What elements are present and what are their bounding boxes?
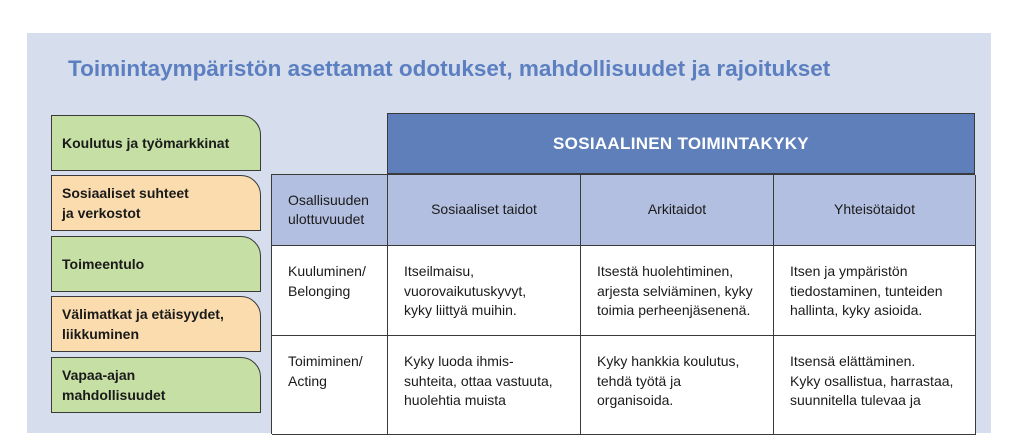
table-row-acting-dimension: Toimiminen/ Acting bbox=[272, 336, 388, 435]
column-header-label: Sosiaaliset taidot bbox=[431, 201, 537, 218]
category-label: Välimatkat ja etäisyydet, liikkuminen bbox=[62, 306, 224, 342]
column-header-community-skills bbox=[774, 175, 976, 246]
table-cell: Itsen ja ympäristön tiedostaminen, tunteiden hallinta, kyky asioida. bbox=[774, 246, 976, 336]
page-title: Toimintaympäristön asettamat odotukset, mahdollisuudet ja rajoitukset bbox=[68, 56, 831, 81]
table-row-belonging-dimension: Kuuluminen/ Belonging bbox=[272, 246, 388, 336]
column-header-everyday-skills bbox=[581, 175, 774, 246]
category-label: Koulutus ja työmarkkinat bbox=[62, 135, 230, 151]
category-box-koulutus bbox=[51, 115, 261, 171]
category-label: Vapaa-ajan mahdollisuudet bbox=[62, 367, 166, 403]
table-cell: Itsestä huolehtiminen, arjesta selviäminen, kyky toimia perheenjäsenenä. bbox=[581, 246, 774, 336]
column-header-social-skills bbox=[388, 175, 581, 246]
table-grid bbox=[271, 174, 975, 434]
category-box-valimatkat bbox=[51, 296, 261, 352]
column-header-label: Arkitaidot bbox=[647, 201, 707, 218]
table-cell: Itsensä elättäminen. Kyky osallistua, harrastaa, suunnitella tulevaa ja bbox=[774, 336, 976, 435]
category-box-vapaa-aika bbox=[51, 357, 261, 413]
column-header-label: Osallisuuden ulottuvuudet bbox=[288, 191, 369, 227]
category-label: Sosiaaliset suhteet ja verkostot bbox=[62, 185, 189, 221]
category-box-sosiaaliset-suhteet bbox=[51, 175, 261, 231]
column-header-dimension bbox=[272, 175, 388, 246]
category-box-toimeentulo bbox=[51, 236, 261, 292]
category-label: Toimeentulo bbox=[62, 256, 145, 272]
table-cell: Kyky luoda ihmis- suhteita, ottaa vastuuta, huolehtia muista bbox=[388, 336, 581, 435]
table-cell: Kyky hankkia koulutus, tehdä työtä ja organisoida. bbox=[581, 336, 774, 435]
capability-table bbox=[271, 113, 975, 413]
column-header-label: Yhteisötaidot bbox=[834, 201, 915, 218]
table-main-header: SOSIAALINEN TOIMINTAKYKY bbox=[387, 113, 975, 174]
table-cell: Itseilmaisu, vuorovaikutuskyvyt, kyky liittyä muihin. bbox=[388, 246, 581, 336]
